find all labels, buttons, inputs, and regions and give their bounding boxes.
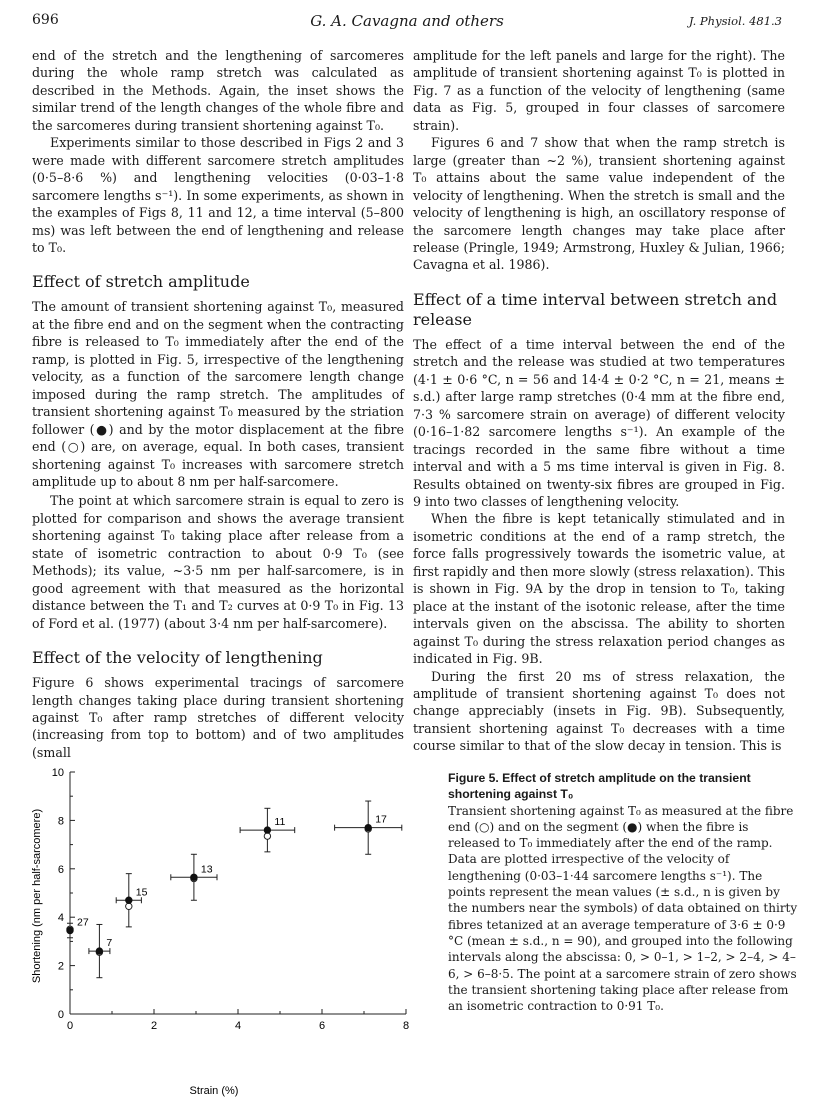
x-axis-label: Strain (%)	[189, 1085, 239, 1097]
running-head-authors: G. A. Cavagna and others	[310, 12, 504, 30]
data-label-n: 15	[135, 886, 148, 899]
data-label-n: 11	[274, 816, 286, 829]
caption-title: Figure 5. Effect of stretch amplitude on the transient shortening against T₀	[448, 771, 751, 802]
y-tick-label: 8	[57, 815, 64, 828]
journal-reference: J. Physiol. 481.3	[688, 14, 782, 28]
data-label-n: 27	[77, 916, 89, 929]
paragraph: amplitude for the left panels and large for the right). The amplitude of transient shortening against T₀ is plotted in Fig. 7 as a function of the velocity of lengthening (same data as Fig. 5, grouped in four classes of sarcomere strain).	[413, 48, 785, 133]
data-point-filled	[126, 897, 132, 903]
paragraph: During the first 20 ms of stress relaxation, the amplitude of transient shortening against T₀ does not change appreciably (insets in Fig. 9B). Subsequently, transient shortening against T₀ decreases with a time course similar to that of the slow decay in tension. This is	[413, 668, 785, 754]
data-point-open	[264, 833, 270, 839]
y-axis-label: Shortening (nm per half-sarcomere)	[31, 808, 43, 984]
x-tick-label: 4	[234, 1020, 242, 1032]
paragraph: Figures 6 and 7 show that when the ramp stretch is large (greater than ~2 %), transient shortening against T₀ attains about the same value independent of the velocity of lengthening. When the stretch is small and the velocity of lengthening is high, an oscillatory response of the sarcomere length changes may take place after release (Pringle, 1949; Armstrong, Huxley & Julian, 1966; Cavagna et al. 1986).	[413, 135, 785, 273]
y-tick-label: 0	[57, 1009, 64, 1021]
data-point-filled	[264, 827, 270, 833]
section-heading: Effect of a time interval between stretch and release	[413, 289, 778, 329]
caption-body: Transient shortening against T₀ as measured at the fibre end (○) and on the segment (●) when the fibre is released to T₀ immediately after the end of the ramp. Data are plotted irrespective of the velocity of lengthening (0·03–1·44 sarcomere lengths s⁻¹). The points represent the mean values (± s.d., n is given by the numbers near the symbols) of data obtained on thirty fibres tetanized at an average temperature of 3·6 ± 0·9 °C (mean ± s.d., n = 90), and grouped into the following intervals along the abscissa: 0, > 0–1, > 1–2, > 2–4, > 4–6, > 6–8·5. The point at a sarcomere strain of zero shows the transient shortening taking place after release from an isometric contraction to 0·91 T₀.	[448, 803, 798, 1014]
chart-marks	[67, 801, 402, 978]
paragraph: Experiments similar to those described in Figs 2 and 3 were made with different sarcomere stretch amplitudes (0·5–8·6 %) and lengthening velocities (0·03–1·8 sarcomere lengths s⁻¹). In some experiments, as shown in the examples of Figs 8, 11 and 12, a time interval (5–800 ms) was left between the end of lengthening and release to T₀.	[32, 135, 404, 255]
y-tick-label: 10	[51, 767, 64, 779]
chart-axes	[52, 767, 409, 1032]
paragraph: end of the stretch and the lengthening of sarcomeres during the whole ramp stretch was calculated as described in the Methods. Again, the inset shows the similar trend of the length changes of the whole fibre and the sarcomeres during transient shortening against T₀.	[32, 48, 404, 133]
section-heading: Effect of stretch amplitude	[32, 272, 250, 292]
figure-caption	[448, 770, 800, 1014]
data-point-open	[126, 903, 132, 909]
data-label-n: 17	[375, 813, 387, 826]
paragraph: The point at which sarcomere strain is equal to zero is plotted for comparison and shows the average transient shortening against T₀ taking place after release from a state of isometric contraction to about 0·9 T₀ (see Methods); its value, ~3·5 nm per half-sarcomere, is in good agreement with that measured as the horizontal distance between the T₁ and T₂ curves at 0·9 T₀ in Fig. 13 of Ford et al. (1977) (about 3·4 nm per half-sarcomere).	[32, 493, 404, 631]
x-tick-label: 0	[66, 1020, 74, 1032]
data-point-filled	[191, 874, 197, 880]
paragraph: Figure 6 shows experimental tracings of sarcomere length changes taking place during transient shortening against T₀ after ramp stretches of different velocity (increasing from top to bottom) and of two amplitudes (small	[32, 675, 404, 760]
paragraph: The amount of transient shortening against T₀, measured at the fibre end and on the segment when the contracting fibre is released to T₀ immediately after the end of the ramp, is plotted in Fig. 5, irrespective of the lengthening velocity, as a function of the sarcomere length change imposed during the ramp stretch. The amplitudes of transient shortening against T₀ measured by the striation follower (●) and by the motor displacement at the fibre end (○) are, on average, equal. In both cases, transient shortening against T₀ increases with sarcomere stretch amplitude up to about 8 nm per half-sarcomere.	[32, 299, 404, 489]
x-tick-label: 6	[318, 1020, 326, 1032]
right-column	[413, 47, 785, 755]
section-heading: Effect of the velocity of lengthening	[32, 648, 323, 668]
page-header	[32, 12, 782, 36]
data-point-filled	[67, 927, 73, 933]
scatter-chart	[22, 760, 422, 1100]
data-label-n: 7	[106, 937, 113, 950]
y-tick-label: 2	[57, 960, 64, 973]
paragraph: When the fibre is kept tetanically stimulated and in isometric conditions at the end of a ramp stretch, the force falls progressively towards the isometric value, at first rapidly and then more slowly (stress relaxation). This is shown in Fig. 9A by the drop in tension to T₀, taking place at the instant of the isotonic release, after the time intervals given on the abscissa. The ability to shorten against T₀ during the stress relaxation period changes as indicated in Fig. 9B.	[413, 511, 785, 667]
page-number: 696	[32, 12, 59, 28]
data-point-filled	[96, 948, 102, 954]
figure-5-chart	[22, 760, 422, 1100]
left-column	[32, 47, 404, 761]
x-tick-label: 2	[150, 1020, 158, 1032]
y-tick-label: 4	[57, 912, 64, 925]
paragraph: The effect of a time interval between the end of the stretch and the release was studied at two temperatures (4·1 ± 0·6 °C, n = 56 and 14·4 ± 0·2 °C, n = 21, means ± s.d.) after large ramp stretches (0·4 mm at the fibre end, 7·3 % sarcomere strain on average) of different velocity (0·16–1·82 sarcomere lengths s⁻¹). An example of the tracings recorded in the same fibre without a time interval and with a 5 ms time interval is given in Fig. 8. Results obtained on twenty-six fibres are grouped in Fig. 9 into two classes of lengthening velocity.	[413, 336, 785, 509]
x-tick-label: 8	[402, 1020, 410, 1032]
data-label-n: 13	[200, 863, 213, 876]
data-point-filled	[365, 824, 371, 830]
y-tick-label: 6	[57, 863, 64, 876]
